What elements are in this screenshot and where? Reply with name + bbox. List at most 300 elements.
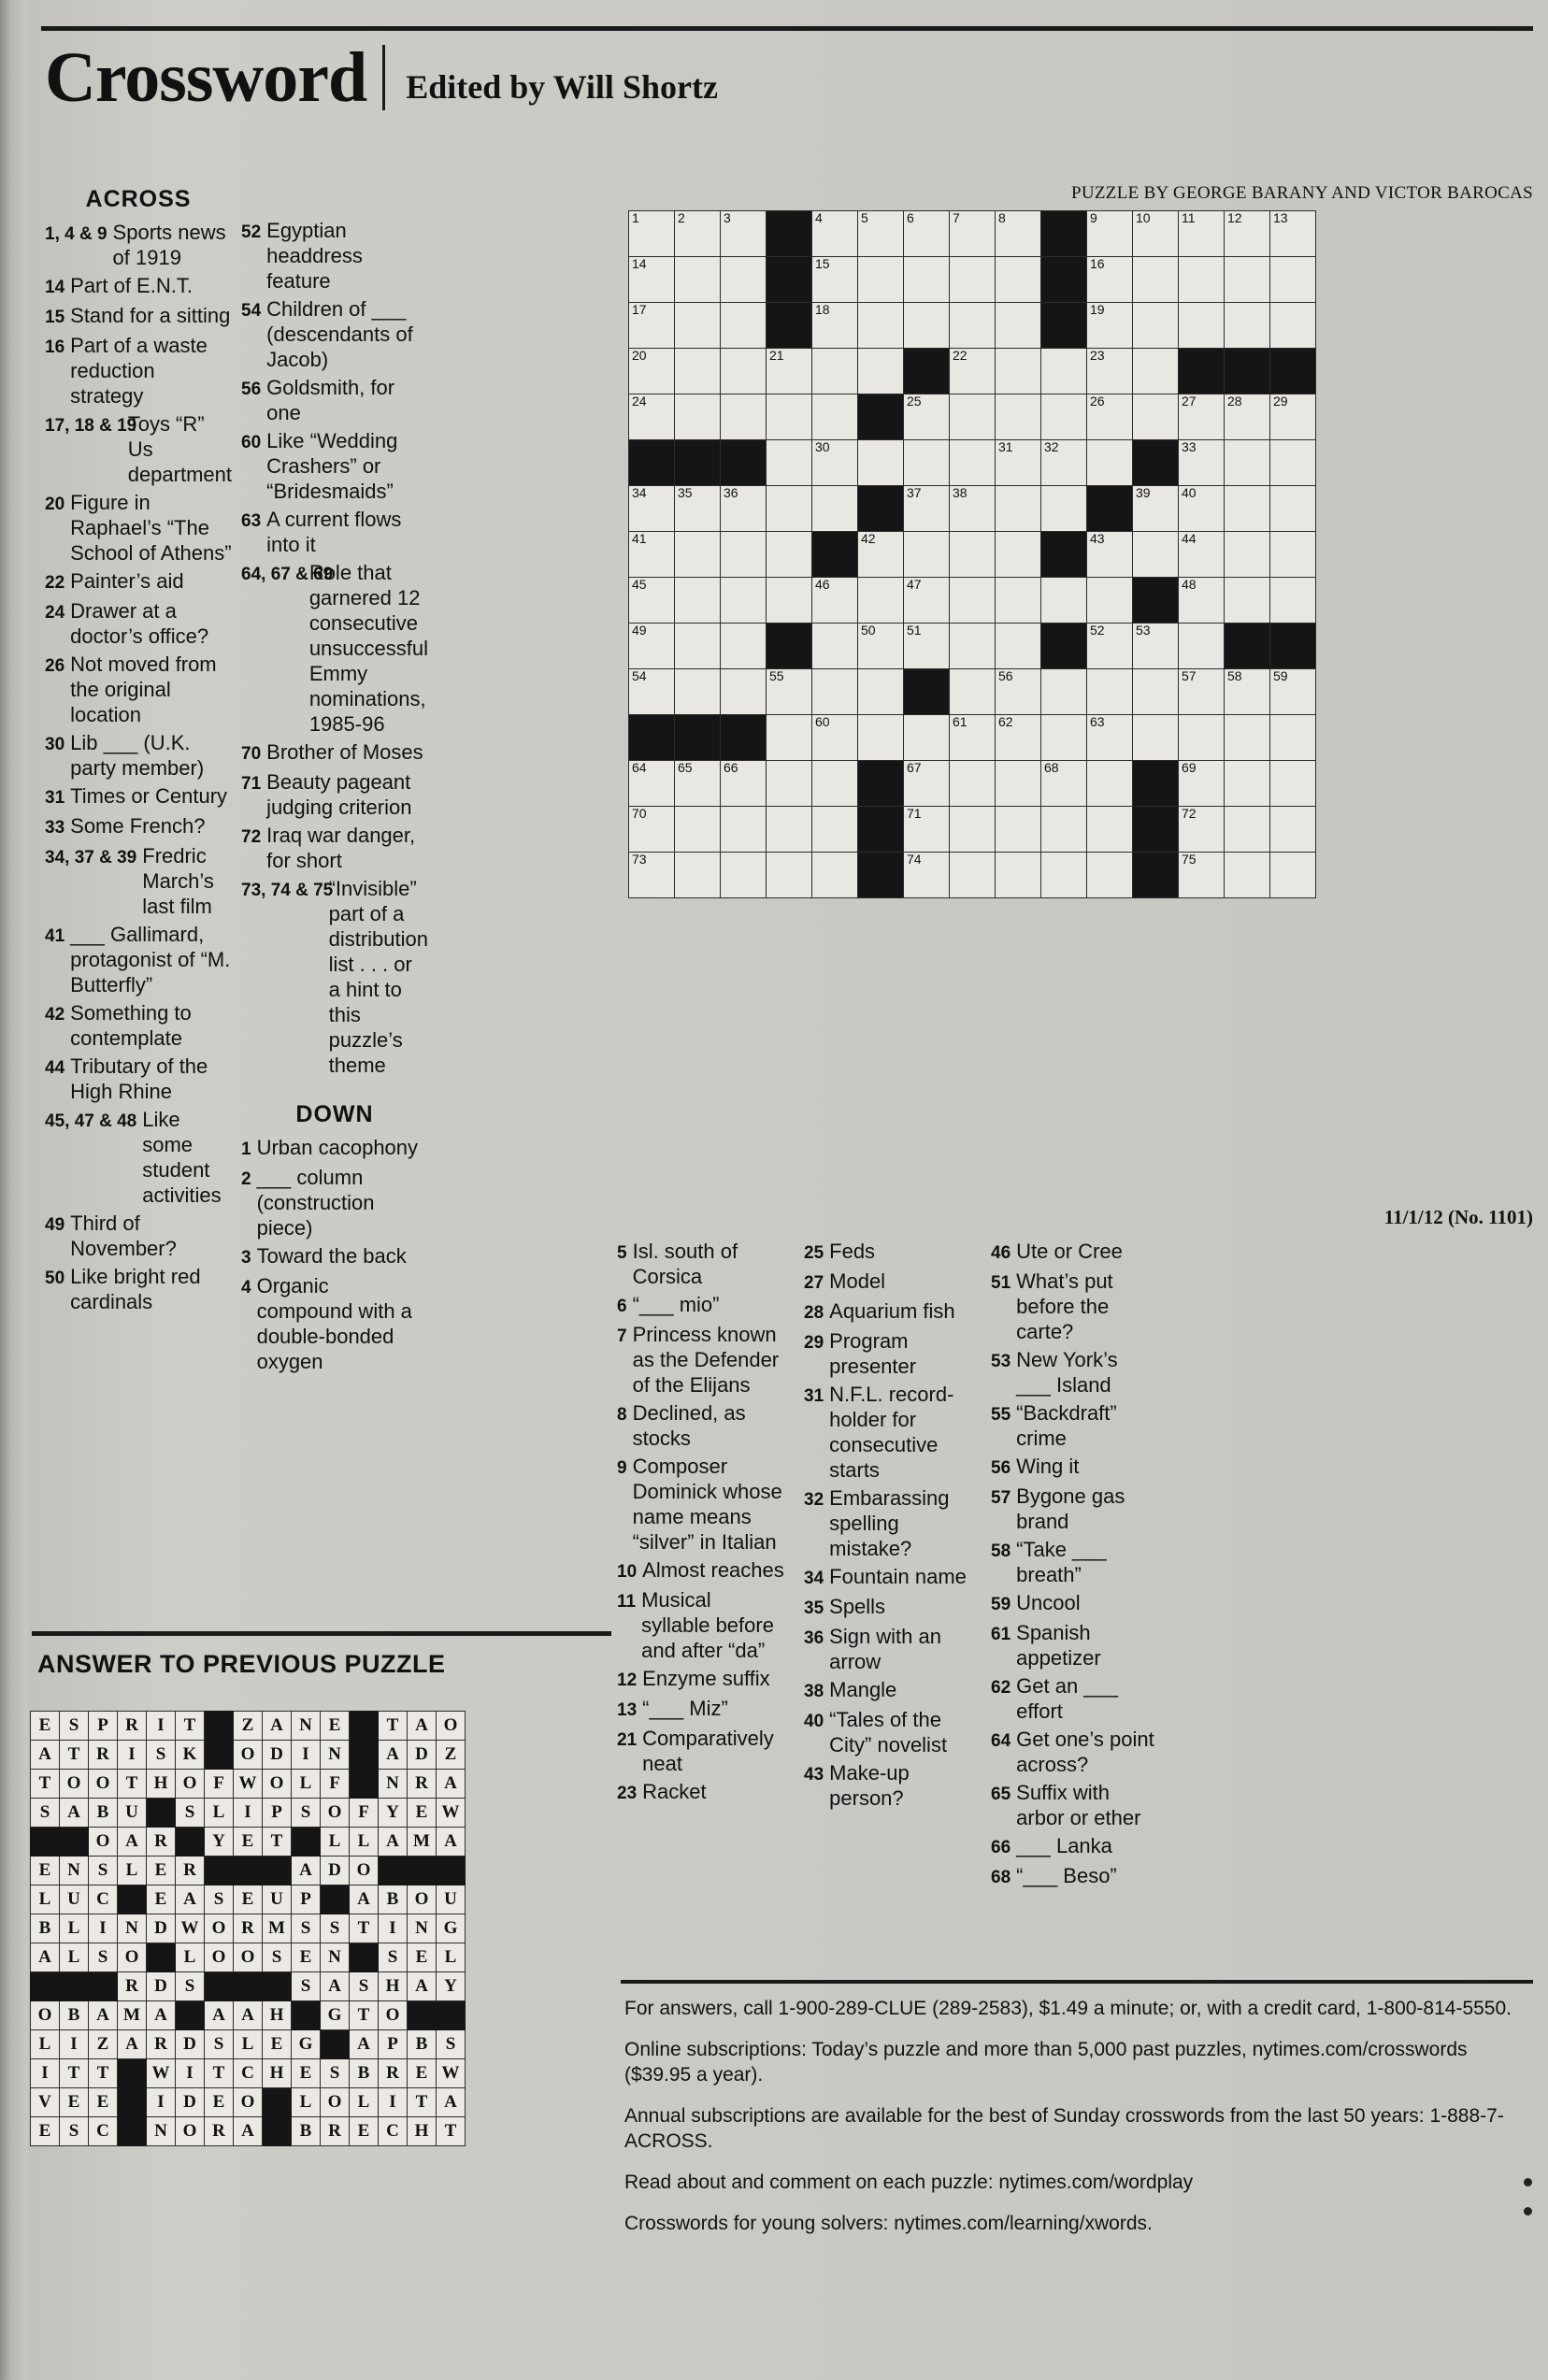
down-clue[interactable] bbox=[617, 1696, 785, 1723]
down-clue[interactable] bbox=[617, 1779, 785, 1806]
grid-cell[interactable] bbox=[812, 624, 858, 669]
grid-cell[interactable] bbox=[721, 624, 767, 669]
across-clue[interactable] bbox=[241, 739, 428, 767]
grid-cell[interactable] bbox=[1225, 532, 1270, 578]
grid-cell[interactable] bbox=[1087, 303, 1133, 349]
across-clue[interactable] bbox=[45, 813, 232, 840]
grid-cell-number: 75 bbox=[1182, 852, 1197, 867]
grid-cell[interactable] bbox=[996, 394, 1041, 440]
across-clue[interactable] bbox=[241, 507, 428, 557]
grid-cell[interactable] bbox=[1133, 303, 1179, 349]
grid-cell[interactable] bbox=[721, 669, 767, 715]
grid-cell[interactable] bbox=[767, 853, 812, 898]
grid-cell[interactable] bbox=[675, 211, 721, 257]
grid-cell[interactable] bbox=[950, 715, 996, 761]
grid-cell[interactable] bbox=[950, 578, 996, 624]
down-clue[interactable] bbox=[241, 1135, 428, 1162]
grid-cell[interactable] bbox=[767, 349, 812, 394]
grid-cell[interactable] bbox=[629, 761, 675, 807]
crossword-grid[interactable] bbox=[628, 210, 1316, 898]
grid-cell[interactable] bbox=[1041, 578, 1087, 624]
previous-cell-letter: D bbox=[176, 2030, 205, 2059]
down-clue[interactable] bbox=[991, 1727, 1154, 1777]
clue-number: 23 bbox=[617, 1784, 638, 1803]
clue-text: Declined, as stocks bbox=[632, 1401, 746, 1450]
down-clue[interactable] bbox=[804, 1707, 972, 1757]
grid-cell[interactable] bbox=[767, 486, 812, 532]
grid-cell[interactable] bbox=[629, 257, 675, 303]
grid-cell[interactable] bbox=[996, 532, 1041, 578]
across-clue[interactable] bbox=[45, 1054, 232, 1104]
grid-cell[interactable] bbox=[1087, 807, 1133, 853]
down-clue[interactable] bbox=[991, 1269, 1154, 1344]
grid-cell[interactable] bbox=[996, 853, 1041, 898]
grid-cell[interactable] bbox=[767, 715, 812, 761]
grid-cell[interactable] bbox=[629, 807, 675, 853]
grid-cell[interactable] bbox=[1270, 303, 1316, 349]
grid-cell[interactable] bbox=[1179, 486, 1225, 532]
grid-cell[interactable] bbox=[950, 303, 996, 349]
grid-cell[interactable] bbox=[767, 669, 812, 715]
grid-cell[interactable] bbox=[996, 578, 1041, 624]
clue-text: ___ column (construction piece) bbox=[256, 1166, 375, 1240]
grid-cell[interactable] bbox=[904, 578, 950, 624]
grid-cell[interactable] bbox=[629, 578, 675, 624]
grid-cell[interactable] bbox=[1041, 761, 1087, 807]
grid-cell[interactable] bbox=[812, 715, 858, 761]
clue-text: Brother of Moses bbox=[266, 740, 423, 764]
clue-number: 9 bbox=[617, 1458, 627, 1478]
grid-cell[interactable] bbox=[1087, 624, 1133, 669]
grid-cell[interactable] bbox=[721, 486, 767, 532]
down-clue[interactable] bbox=[991, 1537, 1154, 1587]
grid-cell[interactable] bbox=[904, 303, 950, 349]
grid-cell[interactable] bbox=[812, 211, 858, 257]
grid-cell[interactable] bbox=[1270, 761, 1316, 807]
across-clue[interactable] bbox=[45, 490, 232, 566]
grid-cell-block bbox=[1041, 532, 1087, 578]
grid-cell-number: 37 bbox=[907, 485, 922, 500]
grid-cell[interactable] bbox=[812, 349, 858, 394]
grid-cell[interactable] bbox=[904, 440, 950, 486]
previous-cell-letter: N bbox=[292, 1712, 321, 1741]
grid-cell[interactable] bbox=[858, 440, 904, 486]
down-clue[interactable] bbox=[991, 1863, 1154, 1890]
grid-cell[interactable] bbox=[950, 394, 996, 440]
down-clue[interactable] bbox=[617, 1400, 785, 1451]
grid-cell[interactable] bbox=[1270, 715, 1316, 761]
grid-cell[interactable] bbox=[1179, 761, 1225, 807]
previous-cell-letter: M bbox=[118, 2001, 147, 2030]
grid-cell[interactable] bbox=[904, 532, 950, 578]
grid-cell[interactable] bbox=[629, 303, 675, 349]
grid-cell[interactable] bbox=[767, 578, 812, 624]
grid-cell[interactable] bbox=[1225, 669, 1270, 715]
clue-text: Role that garnered 12 consecutive unsuccessful Emmy nominations, 1985-96 bbox=[308, 561, 428, 736]
down-clue[interactable] bbox=[804, 1594, 972, 1621]
grid-cell[interactable] bbox=[858, 257, 904, 303]
grid-cell[interactable] bbox=[996, 211, 1041, 257]
grid-cell[interactable] bbox=[904, 257, 950, 303]
grid-cell[interactable] bbox=[812, 440, 858, 486]
grid-cell-number: 19 bbox=[1090, 302, 1105, 317]
grid-cell[interactable] bbox=[1225, 486, 1270, 532]
grid-cell[interactable] bbox=[675, 807, 721, 853]
grid-cell[interactable] bbox=[1270, 532, 1316, 578]
across-clue[interactable] bbox=[241, 375, 428, 425]
clue-number: 70 bbox=[241, 744, 262, 764]
previous-cell-letter: V bbox=[31, 2088, 60, 2117]
across-clue[interactable] bbox=[45, 333, 232, 409]
grid-cell[interactable] bbox=[996, 669, 1041, 715]
previous-cell-letter: L bbox=[176, 1943, 205, 1972]
page-gutter bbox=[0, 0, 28, 2380]
grid-cell[interactable] bbox=[1179, 440, 1225, 486]
grid-cell[interactable] bbox=[996, 303, 1041, 349]
grid-cell[interactable] bbox=[1041, 669, 1087, 715]
grid-cell[interactable] bbox=[812, 394, 858, 440]
across-clue[interactable] bbox=[241, 218, 428, 294]
grid-cell[interactable] bbox=[675, 532, 721, 578]
across-clue[interactable] bbox=[45, 303, 232, 330]
across-clue[interactable] bbox=[45, 411, 232, 487]
down-clue[interactable] bbox=[804, 1677, 972, 1704]
previous-cell-block bbox=[31, 1828, 60, 1857]
grid-cell[interactable] bbox=[1270, 394, 1316, 440]
grid-cell[interactable] bbox=[904, 853, 950, 898]
grid-cell[interactable] bbox=[675, 257, 721, 303]
grid-cell[interactable] bbox=[675, 761, 721, 807]
grid-cell[interactable] bbox=[812, 257, 858, 303]
across-clue[interactable] bbox=[45, 652, 232, 727]
grid-cell[interactable] bbox=[1270, 211, 1316, 257]
grid-row bbox=[629, 394, 1316, 440]
grid-cell[interactable] bbox=[904, 761, 950, 807]
grid-cell[interactable] bbox=[721, 303, 767, 349]
grid-cell[interactable] bbox=[1225, 761, 1270, 807]
grid-cell[interactable] bbox=[1087, 349, 1133, 394]
grid-cell[interactable] bbox=[1041, 349, 1087, 394]
grid-cell[interactable] bbox=[767, 440, 812, 486]
down-clue[interactable] bbox=[804, 1624, 972, 1674]
clue-text: Isl. south of Corsica bbox=[632, 1240, 738, 1288]
across-clue[interactable] bbox=[241, 296, 428, 372]
grid-cell[interactable] bbox=[1179, 578, 1225, 624]
grid-cell[interactable] bbox=[1270, 853, 1316, 898]
grid-cell[interactable] bbox=[1133, 715, 1179, 761]
grid-cell[interactable] bbox=[721, 761, 767, 807]
grid-cell[interactable] bbox=[721, 853, 767, 898]
grid-cell[interactable] bbox=[675, 578, 721, 624]
down-clue[interactable] bbox=[241, 1165, 428, 1240]
grid-cell[interactable] bbox=[675, 394, 721, 440]
previous-cell-letter: O bbox=[234, 1943, 263, 1972]
grid-cell[interactable] bbox=[858, 211, 904, 257]
across-clue[interactable] bbox=[45, 922, 232, 997]
grid-cell[interactable] bbox=[1225, 211, 1270, 257]
grid-cell[interactable] bbox=[858, 303, 904, 349]
down-clue[interactable] bbox=[991, 1484, 1154, 1534]
grid-cell[interactable] bbox=[1179, 624, 1225, 669]
grid-cell[interactable] bbox=[1270, 578, 1316, 624]
grid-cell[interactable] bbox=[629, 669, 675, 715]
grid-cell[interactable] bbox=[1179, 303, 1225, 349]
grid-cell[interactable] bbox=[996, 486, 1041, 532]
grid-cell[interactable] bbox=[1133, 532, 1179, 578]
grid-cell[interactable] bbox=[767, 807, 812, 853]
grid-cell[interactable] bbox=[1270, 440, 1316, 486]
clue-text: Toward the back bbox=[256, 1244, 407, 1268]
grid-cell[interactable] bbox=[1225, 715, 1270, 761]
down-clue[interactable] bbox=[241, 1273, 428, 1374]
across-clue[interactable] bbox=[241, 428, 428, 504]
down-clue[interactable] bbox=[804, 1239, 972, 1266]
down-clue[interactable] bbox=[991, 1454, 1154, 1481]
across-clue[interactable] bbox=[45, 1264, 232, 1314]
previous-cell-block bbox=[205, 1857, 234, 1885]
grid-cell[interactable] bbox=[904, 807, 950, 853]
grid-cell[interactable] bbox=[950, 532, 996, 578]
grid-cell[interactable] bbox=[1133, 669, 1179, 715]
grid-cell[interactable] bbox=[1087, 211, 1133, 257]
grid-cell[interactable] bbox=[1270, 669, 1316, 715]
grid-cell[interactable] bbox=[767, 394, 812, 440]
grid-cell[interactable] bbox=[1179, 532, 1225, 578]
down-clue[interactable] bbox=[804, 1760, 972, 1811]
grid-cell[interactable] bbox=[721, 394, 767, 440]
across-clue[interactable] bbox=[45, 568, 232, 595]
across-clue[interactable] bbox=[45, 1211, 232, 1261]
grid-cell[interactable] bbox=[1041, 486, 1087, 532]
grid-cell[interactable] bbox=[721, 211, 767, 257]
down-clue[interactable] bbox=[617, 1726, 785, 1776]
grid-cell[interactable] bbox=[721, 578, 767, 624]
grid-cell[interactable] bbox=[1179, 669, 1225, 715]
down-clue[interactable] bbox=[617, 1239, 785, 1289]
grid-cell[interactable] bbox=[1087, 440, 1133, 486]
grid-cell[interactable] bbox=[812, 761, 858, 807]
down-clue[interactable] bbox=[804, 1382, 972, 1483]
grid-cell[interactable] bbox=[812, 853, 858, 898]
across-clue[interactable] bbox=[241, 769, 428, 820]
across-clue[interactable] bbox=[45, 730, 232, 781]
grid-cell-block bbox=[767, 257, 812, 303]
grid-cell[interactable] bbox=[996, 349, 1041, 394]
grid-cell[interactable] bbox=[675, 853, 721, 898]
grid-cell[interactable] bbox=[950, 486, 996, 532]
previous-cell-letter: S bbox=[263, 1943, 292, 1972]
previous-cell-letter: B bbox=[31, 1914, 60, 1943]
clue-number: 46 bbox=[991, 1243, 1011, 1263]
grid-cell[interactable] bbox=[1270, 257, 1316, 303]
grid-cell[interactable] bbox=[996, 761, 1041, 807]
grid-cell[interactable] bbox=[858, 715, 904, 761]
grid-cell[interactable] bbox=[629, 211, 675, 257]
grid-cell[interactable] bbox=[950, 257, 996, 303]
clue-number: 12 bbox=[617, 1670, 638, 1690]
clue-text: Program presenter bbox=[829, 1329, 917, 1378]
across-clue[interactable] bbox=[45, 598, 232, 649]
grid-cell[interactable] bbox=[1225, 440, 1270, 486]
down-clue[interactable] bbox=[991, 1620, 1154, 1670]
down-clue[interactable] bbox=[804, 1269, 972, 1296]
down-clue[interactable] bbox=[617, 1666, 785, 1693]
grid-cell-number: 44 bbox=[1182, 531, 1197, 546]
grid-cell[interactable] bbox=[1087, 853, 1133, 898]
grid-cell[interactable] bbox=[675, 624, 721, 669]
down-clue[interactable] bbox=[991, 1590, 1154, 1617]
down-clue[interactable] bbox=[804, 1564, 972, 1591]
across-clue[interactable] bbox=[241, 560, 428, 737]
grid-cell[interactable] bbox=[950, 349, 996, 394]
grid-cell[interactable] bbox=[1270, 807, 1316, 853]
grid-cell[interactable] bbox=[675, 669, 721, 715]
grid-cell[interactable] bbox=[1225, 303, 1270, 349]
grid-cell[interactable] bbox=[1225, 807, 1270, 853]
grid-cell[interactable] bbox=[1270, 486, 1316, 532]
grid-cell[interactable] bbox=[812, 578, 858, 624]
grid-cell[interactable] bbox=[950, 669, 996, 715]
grid-cell[interactable] bbox=[1179, 394, 1225, 440]
grid-cell[interactable] bbox=[1179, 211, 1225, 257]
grid-cell[interactable] bbox=[904, 624, 950, 669]
down-clue[interactable] bbox=[617, 1587, 785, 1663]
down-clue[interactable] bbox=[617, 1557, 785, 1584]
grid-cell[interactable] bbox=[1133, 211, 1179, 257]
grid-cell[interactable] bbox=[1133, 624, 1179, 669]
grid-cell[interactable] bbox=[1179, 715, 1225, 761]
grid-cell[interactable] bbox=[629, 394, 675, 440]
grid-cell[interactable] bbox=[675, 349, 721, 394]
grid-cell[interactable] bbox=[950, 624, 996, 669]
grid-cell[interactable] bbox=[1087, 761, 1133, 807]
grid-cell[interactable] bbox=[950, 807, 996, 853]
down-clue[interactable] bbox=[804, 1298, 972, 1326]
previous-cell-letter: M bbox=[408, 1828, 437, 1857]
grid-cell[interactable] bbox=[1041, 807, 1087, 853]
down-clue[interactable] bbox=[991, 1239, 1154, 1266]
grid-cell[interactable] bbox=[1041, 440, 1087, 486]
grid-cell[interactable] bbox=[1087, 578, 1133, 624]
grid-cell[interactable] bbox=[996, 715, 1041, 761]
grid-cell[interactable] bbox=[721, 349, 767, 394]
grid-cell[interactable] bbox=[858, 349, 904, 394]
grid-cell[interactable] bbox=[904, 211, 950, 257]
grid-cell[interactable] bbox=[812, 669, 858, 715]
grid-cell[interactable] bbox=[1087, 715, 1133, 761]
grid-cell[interactable] bbox=[904, 486, 950, 532]
grid-cell[interactable] bbox=[1179, 853, 1225, 898]
grid-cell[interactable] bbox=[1041, 853, 1087, 898]
grid-cell[interactable] bbox=[1225, 394, 1270, 440]
across-clue[interactable] bbox=[241, 823, 428, 873]
grid-cell[interactable] bbox=[1087, 394, 1133, 440]
down-clue[interactable] bbox=[804, 1485, 972, 1561]
down-clue[interactable] bbox=[991, 1833, 1154, 1860]
grid-cell[interactable] bbox=[812, 807, 858, 853]
clue-number: 56 bbox=[241, 380, 262, 399]
grid-cell[interactable] bbox=[1179, 257, 1225, 303]
grid-cell[interactable] bbox=[1087, 257, 1133, 303]
grid-cell[interactable] bbox=[1225, 257, 1270, 303]
previous-cell-letter: S bbox=[89, 1943, 118, 1972]
grid-cell[interactable] bbox=[629, 349, 675, 394]
grid-cell[interactable] bbox=[721, 532, 767, 578]
grid-cell[interactable] bbox=[858, 669, 904, 715]
grid-cell[interactable] bbox=[1133, 349, 1179, 394]
grid-cell[interactable] bbox=[675, 486, 721, 532]
grid-cell[interactable] bbox=[1087, 669, 1133, 715]
previous-answer-row bbox=[31, 1914, 466, 1943]
down-clue[interactable] bbox=[617, 1292, 785, 1319]
previous-cell-letter: W bbox=[176, 1914, 205, 1943]
grid-cell[interactable] bbox=[858, 624, 904, 669]
grid-cell[interactable] bbox=[1041, 715, 1087, 761]
grid-cell[interactable] bbox=[1133, 486, 1179, 532]
grid-cell[interactable] bbox=[996, 624, 1041, 669]
grid-cell[interactable] bbox=[812, 303, 858, 349]
grid-cell[interactable] bbox=[1179, 807, 1225, 853]
grid-cell[interactable] bbox=[1087, 532, 1133, 578]
across-clue[interactable] bbox=[241, 876, 428, 1078]
grid-cell[interactable] bbox=[1133, 394, 1179, 440]
previous-cell-letter: A bbox=[379, 1828, 408, 1857]
across-clue[interactable] bbox=[45, 220, 232, 270]
grid-cell[interactable] bbox=[950, 853, 996, 898]
grid-cell[interactable] bbox=[1225, 578, 1270, 624]
grid-cell[interactable] bbox=[629, 624, 675, 669]
grid-cell[interactable] bbox=[858, 532, 904, 578]
across-clue[interactable] bbox=[45, 273, 232, 300]
grid-cell[interactable] bbox=[812, 486, 858, 532]
grid-cell[interactable] bbox=[950, 761, 996, 807]
down-clue[interactable] bbox=[991, 1347, 1154, 1398]
grid-cell[interactable] bbox=[996, 807, 1041, 853]
grid-cell[interactable] bbox=[950, 211, 996, 257]
grid-cell[interactable] bbox=[996, 440, 1041, 486]
grid-cell[interactable] bbox=[858, 578, 904, 624]
grid-cell[interactable] bbox=[1133, 257, 1179, 303]
grid-cell[interactable] bbox=[950, 440, 996, 486]
grid-cell[interactable] bbox=[1225, 853, 1270, 898]
grid-cell-number: 17 bbox=[632, 302, 647, 317]
grid-cell[interactable] bbox=[767, 761, 812, 807]
across-clue[interactable] bbox=[45, 843, 232, 919]
down-clue[interactable] bbox=[991, 1400, 1154, 1451]
across-clue[interactable] bbox=[45, 1107, 232, 1208]
grid-cell[interactable] bbox=[904, 394, 950, 440]
down-clue[interactable] bbox=[617, 1322, 785, 1398]
across-clue[interactable] bbox=[45, 783, 232, 810]
grid-cell[interactable] bbox=[904, 715, 950, 761]
grid-cell[interactable] bbox=[629, 532, 675, 578]
grid-cell[interactable] bbox=[721, 257, 767, 303]
grid-cell[interactable] bbox=[996, 257, 1041, 303]
down-clue[interactable] bbox=[991, 1780, 1154, 1830]
grid-cell[interactable] bbox=[629, 486, 675, 532]
grid-cell[interactable] bbox=[721, 807, 767, 853]
down-clue[interactable] bbox=[804, 1328, 972, 1379]
grid-cell[interactable] bbox=[629, 853, 675, 898]
grid-cell[interactable] bbox=[767, 532, 812, 578]
grid-cell[interactable] bbox=[1041, 394, 1087, 440]
down-clue[interactable] bbox=[617, 1454, 785, 1555]
previous-cell-letter: C bbox=[89, 2117, 118, 2146]
grid-cell[interactable] bbox=[675, 303, 721, 349]
across-clue[interactable] bbox=[45, 1000, 232, 1051]
down-clue[interactable] bbox=[241, 1243, 428, 1270]
down-clue[interactable] bbox=[991, 1673, 1154, 1724]
